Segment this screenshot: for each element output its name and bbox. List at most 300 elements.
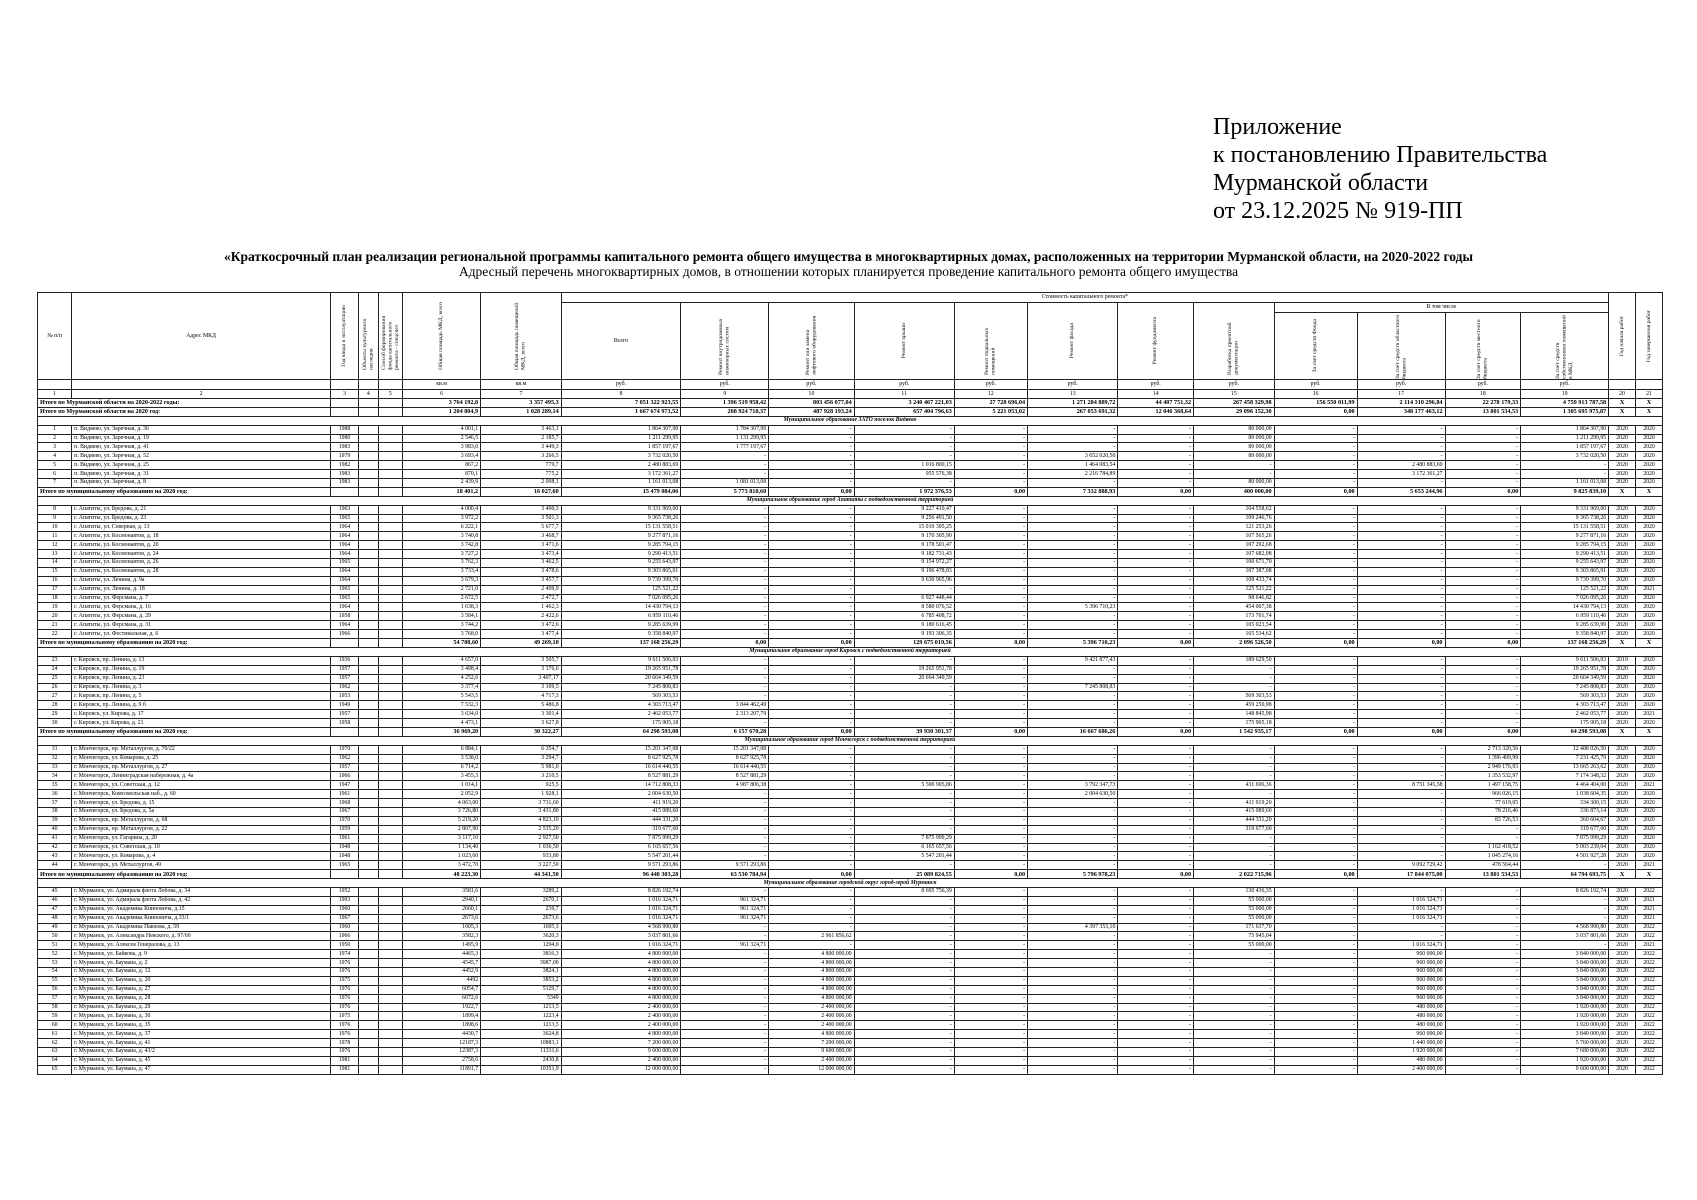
table-cell: 8 627 925,78 [681,754,769,763]
total-cell: 0,00 [954,870,1027,879]
table-cell: - [1028,985,1118,994]
table-cell: - [769,852,854,861]
total-cell: 0,00 [1118,870,1194,879]
table-cell: - [769,461,854,470]
table-cell: 4 303 713,47 [561,701,681,710]
table-cell [378,470,402,479]
table-row [38,825,1663,834]
table-cell [359,612,379,621]
table-row [38,745,1663,754]
table-cell: - [769,514,854,523]
table-cell [378,941,402,950]
table-cell: - [954,1065,1027,1074]
table-cell: - [1521,941,1609,950]
table-cell: 28 [38,701,72,710]
table-cell: 2020 [1635,594,1662,603]
total-row [38,487,1663,496]
address-cell: г. Апатиты, ул. Северная, д. 13 [72,523,331,532]
table-cell: - [681,665,769,674]
table-cell: - [681,541,769,550]
table-cell: - [1357,754,1445,763]
table-cell: 12387,3 [403,1048,481,1057]
table-cell: - [769,683,854,692]
table-cell [359,976,379,985]
table-cell: - [1194,461,1275,470]
table-cell: - [954,887,1027,896]
table-cell: 7 231 425,79 [1521,754,1609,763]
table-cell: - [1445,479,1521,488]
table-cell: 2020 [1609,754,1636,763]
table-cell: 1 036,50 [481,843,562,852]
table-cell: - [1028,976,1118,985]
table-cell [378,710,402,719]
table-cell: - [1028,585,1118,594]
table-cell: 1965 [330,514,358,523]
table-cell: - [954,843,1027,852]
total-cell: 7 332 888,93 [1028,487,1118,496]
table-cell: - [854,985,954,994]
table-cell: - [1118,505,1194,514]
table-cell: - [1274,1003,1357,1012]
table-cell [359,843,379,852]
table-cell: 2021 [1635,781,1662,790]
column-number-cell: 19 [1521,390,1609,399]
table-cell: - [681,621,769,630]
table-cell: - [854,932,954,941]
table-cell: 1966 [330,932,358,941]
table-cell: 3620,3 [481,932,562,941]
total-label: Итого по муниципальному образованию на 2020 год: [38,727,331,736]
table-cell: - [1274,825,1357,834]
table-cell: 12187,3 [403,1039,481,1048]
table-cell: 1961 [330,790,358,799]
table-cell: - [1274,1012,1357,1021]
table-cell: 2 439,9 [403,479,481,488]
table-cell: - [1357,452,1445,461]
header-owners: За счет средств собственников помещений в МКД [1554,315,1574,379]
table-cell: - [1274,1056,1357,1065]
address-cell: г. Кировск, ул. Кирова, д. 17 [72,710,331,719]
table-cell: 1968 [330,799,358,808]
table-cell: - [1274,594,1357,603]
unit-cell: руб. [854,380,954,390]
table-cell [378,887,402,896]
table-cell: 3 037 801,66 [561,932,681,941]
table-cell: 1 016 324,71 [1357,896,1445,905]
table-cell: - [1445,1039,1521,1048]
total-row [38,870,1663,879]
table-cell: 319 677,60 [1521,825,1609,834]
table-cell: 2020 [1635,612,1662,621]
table-row [38,656,1663,665]
table-cell: 2020 [1609,1003,1636,1012]
table-cell: 30 [38,719,72,728]
table-cell [378,674,402,683]
table-cell: - [681,1065,769,1074]
table-cell: - [1118,594,1194,603]
total-cell: Х [1635,487,1662,496]
table-cell: - [1445,665,1521,674]
column-number-cell: 3 [330,390,358,399]
table-cell: 4 800 000,00 [769,985,854,994]
table-row [38,470,1663,479]
table-cell: - [1357,567,1445,576]
table-cell [378,1003,402,1012]
table-cell: 58 [38,1003,72,1012]
table-cell: - [854,585,954,594]
table-cell: 5 219,20 [403,816,481,825]
table-cell: 9 285 794,15 [1521,541,1609,550]
table-cell: - [1274,754,1357,763]
table-cell: 480 000,00 [1357,1012,1445,1021]
table-cell: 3 679,3 [403,576,481,585]
table-cell: - [769,541,854,550]
table-cell: 2 462 053,77 [1521,710,1609,719]
table-cell: - [1445,994,1521,1003]
table-cell: 4 800 000,00 [561,985,681,994]
table-cell: - [681,950,769,959]
table-cell: - [1194,665,1275,674]
table-cell [359,959,379,968]
table-cell: - [1445,719,1521,728]
total-cell: 0,00 [1357,639,1445,648]
table-cell: - [1118,887,1194,896]
table-cell: - [769,505,854,514]
table-cell [359,807,379,816]
table-cell: - [1028,505,1118,514]
table-cell: 148 845,98 [1194,710,1275,719]
table-cell: - [1194,950,1275,959]
table-cell: 9 630 965,96 [854,576,954,585]
header-fund: За счет средств Фонда [1312,319,1319,373]
table-cell: 2 480 883,69 [561,461,681,470]
table-cell: - [854,799,954,808]
table-cell [378,843,402,852]
table-cell [378,959,402,968]
table-cell: - [854,479,954,488]
table-cell: - [1274,630,1357,639]
table-cell: 2020 [1609,994,1636,1003]
table-cell: 2020 [1609,1030,1636,1039]
table-cell [378,1039,402,1048]
table-cell [359,656,379,665]
table-cell: 4 568 990,80 [561,923,681,932]
total-cell: 0,00 [954,639,1027,648]
table-cell: - [854,763,954,772]
table-cell: - [1274,576,1357,585]
table-cell: 75 945,04 [1194,932,1275,941]
table-cell: - [854,754,954,763]
table-cell: - [1118,719,1194,728]
table-row [38,772,1663,781]
total-cell: 16 667 686,26 [1028,727,1118,736]
table-cell: - [1274,470,1357,479]
total-cell: 803 456 077,04 [769,399,854,408]
table-cell: - [1194,1039,1275,1048]
table-cell: 2020 [1635,683,1662,692]
table-cell: - [1357,674,1445,683]
table-cell: - [954,985,1027,994]
total-cell: 5 396 710,23 [1028,639,1118,648]
table-cell: - [1357,434,1445,443]
table-cell: - [1118,985,1194,994]
table-cell: - [769,790,854,799]
table-cell: 1 134,40 [403,843,481,852]
table-cell [359,968,379,977]
total-cell: 487 928 193,24 [769,407,854,416]
table-cell: - [1118,621,1194,630]
table-cell: 9 277 871,16 [561,532,681,541]
table-cell: - [954,585,1027,594]
address-cell: г. Мончегорск, ул. Комарова, д. 25 [72,754,331,763]
table-cell: 1983 [330,470,358,479]
table-cell: - [1118,585,1194,594]
table-cell: 2 400 000,00 [561,1012,681,1021]
table-cell: - [681,630,769,639]
table-cell: - [854,425,954,434]
table-cell: - [1274,674,1357,683]
appendix-line-2: к постановлению Правительства [1213,142,1548,168]
table-cell: - [854,745,954,754]
table-cell: - [1445,603,1521,612]
total-cell: Х [1609,870,1636,879]
table-cell: - [681,932,769,941]
table-cell: - [1118,914,1194,923]
table-cell: 3 227,50 [481,861,562,870]
table-cell: - [1118,710,1194,719]
table-cell: 4 987 806,38 [681,781,769,790]
table-cell: 2 462 053,77 [561,710,681,719]
table-row [38,594,1663,603]
table-cell: - [1357,790,1445,799]
table-cell: - [1118,825,1194,834]
table-cell: 104 558,62 [1194,505,1275,514]
total-cell [359,870,379,879]
table-cell: 107 292,68 [1194,541,1275,550]
table-cell: - [854,1056,954,1065]
table-row [38,790,1663,799]
table-cell: - [1194,994,1275,1003]
table-cell: - [1445,514,1521,523]
table-cell: 1 928,1 [481,790,562,799]
table-cell: 960 000,00 [1357,985,1445,994]
table-cell: 175 905,18 [1194,719,1275,728]
table-cell: 19 265 951,78 [1521,665,1609,674]
header-end-year: Год завершения работ [1645,309,1652,363]
table-cell: 6 959 110,46 [561,612,681,621]
table-cell: 961 324,71 [681,896,769,905]
table-cell: 2020 [1609,665,1636,674]
address-cell: г. Мончегорск, ул. Советская, д. 12 [72,781,331,790]
table-cell: 1957 [330,665,358,674]
total-cell: Х [1635,727,1662,736]
table-cell [378,754,402,763]
table-cell: - [1274,514,1357,523]
table-cell: - [1028,763,1118,772]
table-cell [378,1030,402,1039]
table-cell: 27 [38,692,72,701]
table-cell: 3 740,8 [403,532,481,541]
table-cell [359,585,379,594]
table-cell: 80 000,00 [1194,443,1275,452]
table-cell [359,861,379,870]
table-cell: - [1445,470,1521,479]
table-cell: 3853,2 [481,976,562,985]
table-cell [378,994,402,1003]
table-cell: 1967 [330,807,358,816]
table-cell [378,541,402,550]
table-cell: - [1445,941,1521,950]
address-cell: г. Мончегорск, ул. Гагарина, д. 20 [72,834,331,843]
table-cell: 2 185,7 [481,434,562,443]
table-cell: - [1028,825,1118,834]
table-cell: 2020 [1609,674,1636,683]
table-cell: - [1028,914,1118,923]
table-cell: 2430,8 [481,1056,562,1065]
total-cell: Х [1635,407,1662,416]
table-cell: 1 016 324,71 [561,896,681,905]
total-cell: 0,00 [1118,639,1194,648]
address-cell: г. Апатиты, ул. Космонавтов, д. 28 [72,567,331,576]
table-cell: 1 784 307,90 [681,425,769,434]
table-cell: - [1445,968,1521,977]
table-cell: 1953 [330,692,358,701]
table-cell: 2 472,7 [481,594,562,603]
table-cell: 16 614 440,55 [561,763,681,772]
table-cell [378,630,402,639]
table-row [38,950,1663,959]
table-cell: 2020 [1609,461,1636,470]
table-cell: 2020 [1609,905,1636,914]
table-cell: 480 000,00 [1357,1003,1445,1012]
table-cell: 2 480 883,69 [1357,461,1445,470]
table-row [38,1003,1663,1012]
table-cell: - [1118,550,1194,559]
table-cell: 1 038 604,35 [1521,790,1609,799]
table-cell [378,461,402,470]
address-cell: г. Мончегорск, пр. Металлургов, д. 27 [72,763,331,772]
total-cell: 18 401,2 [403,487,481,496]
table-cell: 107 682,08 [1194,550,1275,559]
table-cell: 2020 [1609,603,1636,612]
total-cell [378,639,402,648]
table-row [38,968,1663,977]
table-cell: 3 [38,443,72,452]
total-cell: 1 396 519 958,42 [681,399,769,408]
table-cell: 100 671,70 [1194,559,1275,568]
table-cell: 2020 [1635,443,1662,452]
table-cell [359,772,379,781]
table-cell: 189 629,50 [1194,656,1275,665]
table-cell: - [681,790,769,799]
table-cell: 9 611 506,93 [1521,656,1609,665]
table-cell: 1976 [330,985,358,994]
table-cell: - [1118,425,1194,434]
table-cell: 3 840 000,00 [1521,950,1609,959]
table-cell: - [1357,825,1445,834]
table-cell: 165 534,62 [1194,630,1275,639]
table-cell: 2020 [1609,985,1636,994]
table-cell: 2020 [1609,941,1636,950]
address-cell: г. Мурманск, ул. Баумана, д. 27 [72,985,331,994]
table-cell: 2020 [1635,834,1662,843]
table-cell: 1 023,60 [403,852,481,861]
table-cell: - [954,923,1027,932]
table-cell: 15 201 347,08 [561,745,681,754]
table-cell: 9 571 293,86 [561,861,681,870]
table-cell: - [1274,550,1357,559]
table-cell: 4430,7 [403,1030,481,1039]
table-cell: 1965 [330,861,358,870]
table-cell: - [769,887,854,896]
table-cell: 2020 [1609,719,1636,728]
table-cell: - [954,656,1027,665]
header-cost-group: Стоимость капитального ремонта* [561,293,1608,303]
table-cell: 1976 [330,994,358,1003]
total-cell: 13 801 534,53 [1445,870,1521,879]
total-cell: 22 278 179,33 [1445,399,1521,408]
table-cell: - [854,994,954,1003]
table-cell: 1965 [330,559,358,568]
table-cell: 2020 [1609,790,1636,799]
total-label: Итого по муниципальному образованию на 2020 год: [38,639,331,648]
table-cell: 1 920 000,00 [1521,1021,1609,1030]
table-cell: 4465,3 [403,950,481,959]
table-cell: 3 407,17 [481,674,562,683]
table-cell: - [1028,1012,1118,1021]
table-cell: 15 131 558,51 [561,523,681,532]
table-cell [378,621,402,630]
table-cell: - [854,719,954,728]
table-cell: 8 627 925,78 [561,754,681,763]
table-cell: 7 174 348,32 [1521,772,1609,781]
address-cell: г. Мурманск, ул. Баумана, д. 28 [72,994,331,1003]
table-cell [359,914,379,923]
table-cell: 2020 [1609,559,1636,568]
table-cell: 1 211 299,95 [561,434,681,443]
table-cell [359,1030,379,1039]
table-cell: 4 464 404,00 [1521,781,1609,790]
table-cell: 9 196 478,83 [854,567,954,576]
table-cell: - [954,1021,1027,1030]
total-cell: Х [1609,487,1636,496]
table-cell: 2020 [1635,745,1662,754]
table-cell: 3 840 000,00 [1521,1030,1609,1039]
table-cell: 1949 [330,701,358,710]
table-cell: 2020 [1609,843,1636,852]
column-number-cell: 7 [481,390,562,399]
table-cell: 55 [38,976,72,985]
table-cell: - [1274,950,1357,959]
table-cell: 4 800 000,00 [769,994,854,1003]
table-cell: - [954,1048,1027,1057]
table-cell: - [1274,807,1357,816]
table-cell: - [681,887,769,896]
table-cell: - [954,461,1027,470]
total-cell: 12 046 368,64 [1118,407,1194,416]
table-cell [359,905,379,914]
table-cell: 1 857 197,67 [561,443,681,452]
table-cell: 1 353 532,97 [1445,772,1521,781]
total-label: Итого по Мурманской области на 2020 год: [38,407,331,416]
table-cell: - [769,834,854,843]
unit-cell: руб. [561,380,681,390]
total-label: Итого по муниципальному образованию на 2020 год: [38,870,331,879]
table-cell: 8 [38,505,72,514]
table-cell: - [1445,656,1521,665]
table-cell: 2670,1 [481,896,562,905]
table-cell: 3 463,1 [481,425,562,434]
